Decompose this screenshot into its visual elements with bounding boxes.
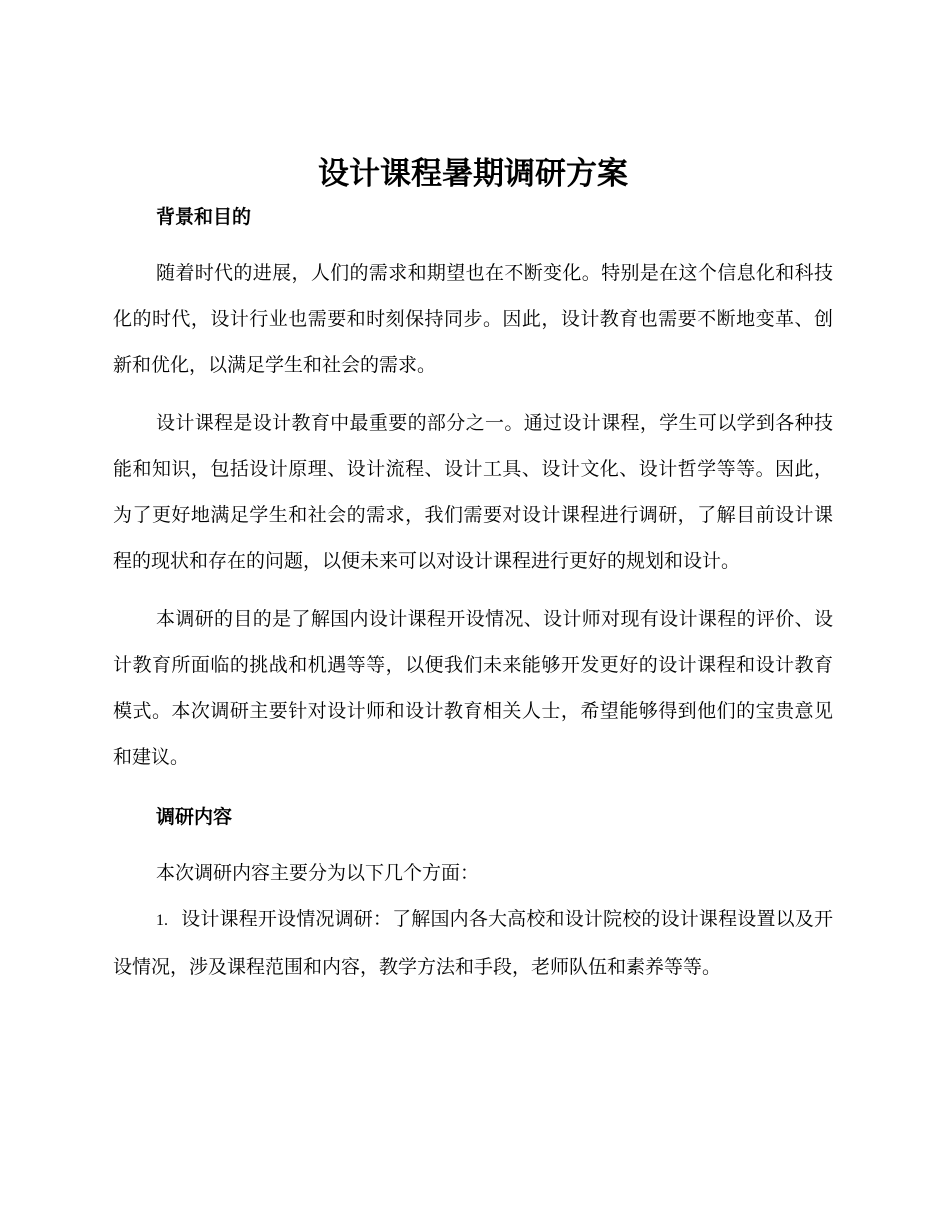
- paragraph-content-intro: 本次调研内容主要分为以下几个方面：: [156, 862, 480, 884]
- list-item-number: 1.: [156, 912, 168, 929]
- paragraph-background-1: 随着时代的进展，人们的需求和期望也在不断变化。特别是在这个信息化和科技化的时代，设计行业也需要和时刻保持同步。因此，设计教育也需要不断地变革、创新和优化，以满足学生和社会的需求。: [113, 262, 833, 376]
- document-page: [113, 148, 833, 990]
- paragraph-background-2: 设计课程是设计教育中最重要的部分之一。通过设计课程，学生可以学到各种技能和知识，包括设计原理、设计流程、设计工具、设计文化、设计哲学等等。因此，为了更好地满足学生和社会的需求，我们需要对设计课程进行调研，了解目前设计课程的现状和存在的问题，以便未来可以对设计课程进行更好的规划和设计。: [113, 412, 833, 572]
- section-heading-background: 背景和目的: [156, 206, 252, 228]
- section-heading-content: 调研内容: [156, 806, 233, 828]
- list-item: [113, 896, 833, 990]
- paragraph-background-3: 本调研的目的是了解国内设计课程开设情况、设计师对现有设计课程的评价、设计教育所面临的挑战和机遇等等，以便我们未来能够开发更好的设计课程和设计教育模式。本次调研主要针对设计师和设计教育相关人士，希望能够得到他们的宝贵意见和建议。: [113, 608, 833, 768]
- list-item-text: 设计课程开设情况调研：了解国内各大高校和设计院校的设计课程设置以及开设情况，涉及课程范围和内容，教学方法和手段，老师队伍和素养等等。: [113, 908, 833, 978]
- document-title: 设计课程暑期调研方案: [318, 156, 628, 192]
